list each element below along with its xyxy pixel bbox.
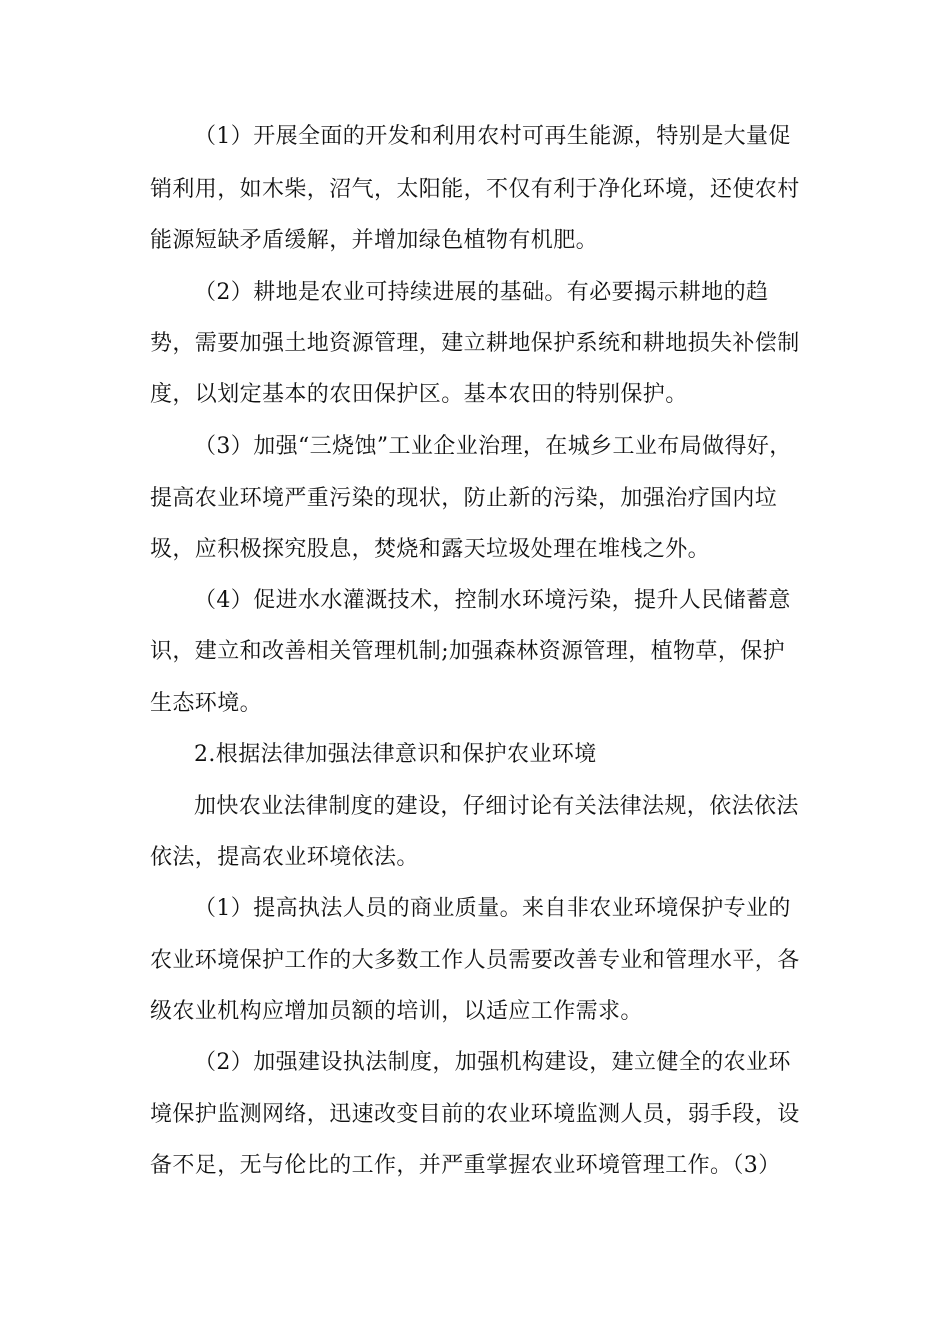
text-line: （1）提高执法人员的商业质量。来自非农业环境保护专业的 bbox=[194, 896, 791, 921]
text-line: 备不足，无与伦比的工作，并严重掌握农业环境管理工作。（3） bbox=[150, 1153, 781, 1178]
text-line: 加快农业法律制度的建设，仔细讨论有关法律法规，依法依法 bbox=[194, 794, 799, 819]
section-heading: 2.根据法律加强法律意识和保护农业环境 bbox=[194, 742, 597, 767]
text-line: （2）耕地是农业可持续进展的基础。有必要揭示耕地的趋 bbox=[194, 280, 769, 305]
text-line: 势，需要加强土地资源管理，建立耕地保护系统和耕地损失补偿制 bbox=[150, 331, 800, 356]
text-line: 度，以划定基本的农田保护区。基本农田的特别保护。 bbox=[150, 382, 688, 407]
text-line: 识，建立和改善相关管理机制;加强森林资源管理，植物草，保护 bbox=[150, 639, 786, 664]
text-line: 境保护监测网络，迅速改变目前的农业环境监测人员，弱手段，设 bbox=[150, 1102, 800, 1127]
text-line: （1）开展全面的开发和利用农村可再生能源，特别是大量促 bbox=[194, 124, 791, 149]
text-line: （3）加强“三烧蚀”工业企业治理，在城乡工业布局做得好， bbox=[194, 434, 792, 459]
text-line: 销利用，如木柴，沼气，太阳能，不仅有利于净化环境，还使农村 bbox=[150, 177, 800, 202]
text-line: （2）加强建设执法制度，加强机构建设，建立健全的农业环 bbox=[194, 1050, 791, 1075]
text-line: （4）促进水水灌溉技术，控制水环境污染，提升人民储蓄意 bbox=[194, 588, 791, 613]
text-line: 级农业机构应增加员额的培训，以适应工作需求。 bbox=[150, 999, 643, 1024]
text-line: 圾，应积极探究股息，焚烧和露天垃圾处理在堆栈之外。 bbox=[150, 537, 711, 562]
text-line: 依法，提高农业环境依法。 bbox=[150, 845, 419, 870]
text-line: 能源短缺矛盾缓解，并增加绿色植物有机肥。 bbox=[150, 228, 599, 253]
text-line: 农业环境保护工作的大多数工作人员需要改善专业和管理水平，各 bbox=[150, 948, 800, 973]
text-line: 生态环境。 bbox=[150, 691, 263, 716]
text-line: 提高农业环境严重污染的现状，防止新的污染，加强治疗国内垃 bbox=[150, 486, 778, 511]
